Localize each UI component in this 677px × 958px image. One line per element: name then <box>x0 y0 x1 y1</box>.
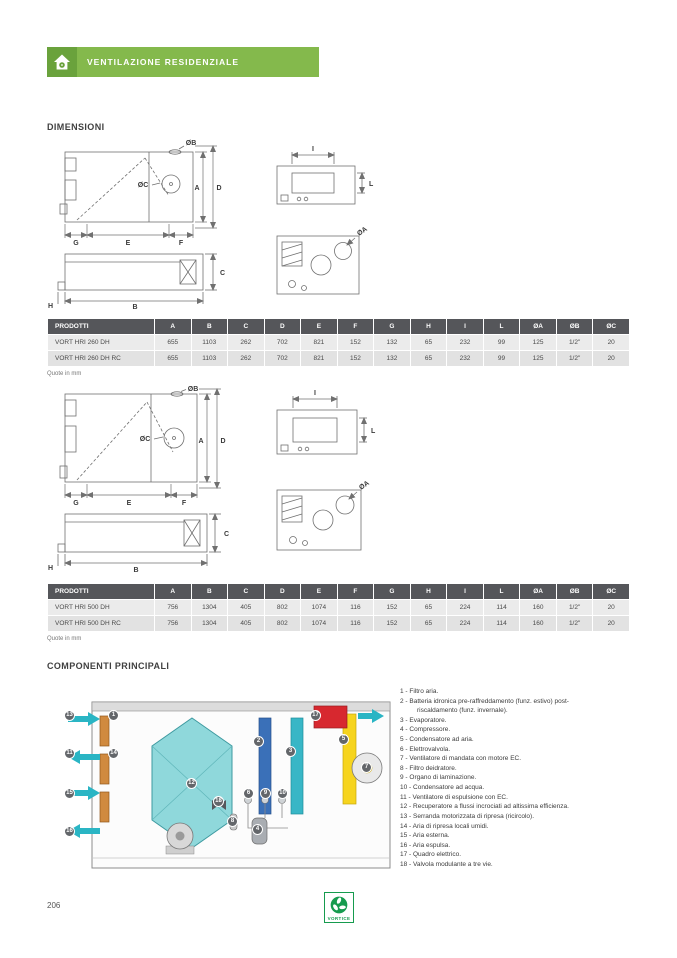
dimension-value: 152 <box>374 616 410 631</box>
dim-label-a: A <box>198 438 204 445</box>
dimension-value: 20 <box>593 351 629 366</box>
dimension-value: 132 <box>374 351 410 366</box>
column-header: C <box>228 319 264 334</box>
column-header: L <box>484 319 520 334</box>
dim-label-l: L <box>369 181 374 188</box>
legend-item-15: 15 - Aria esterna. <box>400 832 450 840</box>
dim-label-oc: ØC <box>139 436 151 443</box>
dimension-value: 152 <box>374 600 410 615</box>
table-header-row <box>48 584 629 599</box>
legend-item-12: 12 - Recuperatore a flussi incrociati ad altissima efficienza. <box>400 803 569 811</box>
legend-item-18: 18 - Valvola modulante a tre vie. <box>400 860 493 868</box>
legend-item-1: 1 - Filtro aria. <box>400 688 439 695</box>
column-header: H <box>411 584 447 599</box>
dimension-value: 702 <box>265 335 301 350</box>
dimension-value: 114 <box>484 616 520 631</box>
components-legend <box>400 687 608 870</box>
component-badge-5: 5 <box>338 734 349 745</box>
legend-item-13: 13 - Serranda motorizzata di ripresa (ricircolo). <box>400 812 535 820</box>
component-badge-15: 15 <box>64 788 75 799</box>
legend-item-11: 11 - Ventilatore di espulsione con EC. <box>400 793 508 801</box>
back-view <box>277 236 359 294</box>
product-name: VORT HRI 500 DH RC <box>48 616 154 631</box>
dimension-value: 756 <box>155 600 191 615</box>
column-header: ØB <box>557 584 593 599</box>
dimension-value: 224 <box>447 616 483 631</box>
dimension-drawing-hri500 <box>47 386 630 583</box>
dimension-value: 116 <box>338 600 374 615</box>
dimension-value: 232 <box>447 335 483 350</box>
legend-item-7: 7 - Ventilatore di mandata con motore EC. <box>400 755 522 763</box>
dimension-value: 802 <box>265 600 301 615</box>
column-header: G <box>374 319 410 334</box>
component-badge-10: 10 <box>277 788 288 799</box>
dimension-value: 1074 <box>301 600 337 615</box>
dim-label-c: C <box>220 270 226 277</box>
dim-label-ob: ØB <box>185 140 197 147</box>
dimension-value: 262 <box>228 351 264 366</box>
column-header: I <box>447 319 483 334</box>
dimension-value: 160 <box>520 616 556 631</box>
column-header: F <box>338 584 374 599</box>
legend-item-10: 10 - Condensatore ad acqua. <box>400 784 485 792</box>
dimension-value: 405 <box>228 616 264 631</box>
component-badge-4: 4 <box>252 824 263 835</box>
column-header: H <box>411 319 447 334</box>
column-header: L <box>484 584 520 599</box>
components-schematic-svg <box>62 698 394 876</box>
dimension-value: 1/2" <box>557 351 593 366</box>
dimension-value: 125 <box>520 351 556 366</box>
dim-label-e: E <box>125 240 131 247</box>
dimension-value: 224 <box>447 600 483 615</box>
component-badge-17: 17 <box>310 710 321 721</box>
exhaust-fan <box>166 823 194 854</box>
dim-label-oc: ØC <box>137 182 149 189</box>
legend-item-4: 4 - Compressore. <box>400 726 451 734</box>
side-view <box>277 152 365 204</box>
column-header: ØC <box>593 319 629 334</box>
dim-label-f: F <box>181 500 187 507</box>
dimensions-table-hri500 <box>47 583 630 632</box>
dim-label-e: E <box>126 500 132 507</box>
product-name: VORT HRI 260 DH RC <box>48 351 154 366</box>
legend-item-6: 6 - Elettrovalvola. <box>400 745 451 753</box>
component-badge-11: 11 <box>64 748 75 759</box>
legend-item-5: 5 - Condensatore ad aria. <box>400 736 474 744</box>
table-row <box>48 616 629 631</box>
dimension-value: 1103 <box>192 335 228 350</box>
dimension-value: 232 <box>447 351 483 366</box>
table-row <box>48 600 629 615</box>
dimension-value: 160 <box>520 600 556 615</box>
dim-label-a: A <box>194 185 200 192</box>
units-note-2: Quote in mm <box>47 636 82 642</box>
side-view <box>277 396 367 454</box>
legend-item-14: 14 - Aria di ripresa locali umidi. <box>400 822 489 830</box>
column-header: G <box>374 584 410 599</box>
table-header-row <box>48 319 629 334</box>
vortice-logo <box>324 892 354 923</box>
dimension-value: 20 <box>593 600 629 615</box>
component-badge-7: 7 <box>361 762 372 773</box>
table-row <box>48 335 629 350</box>
dimension-value: 65 <box>411 616 447 631</box>
column-header: A <box>155 319 191 334</box>
component-badge-9: 9 <box>260 788 271 799</box>
component-badge-12: 12 <box>186 778 197 789</box>
dimension-value: 116 <box>338 616 374 631</box>
column-header: D <box>265 319 301 334</box>
column-header-prodotti: PRODOTTI <box>48 584 154 599</box>
vortice-logo-text: VORTICE <box>327 916 351 921</box>
column-header: C <box>228 584 264 599</box>
dim-label-i: I <box>312 146 314 153</box>
dimension-value: 821 <box>301 351 337 366</box>
dimensions-table-hri260 <box>47 318 630 367</box>
component-badge-2: 2 <box>253 736 264 747</box>
units-note-1: Quote in mm <box>47 371 82 377</box>
column-header: ØB <box>557 319 593 334</box>
dim-label-d: D <box>220 438 226 445</box>
dimension-value: 152 <box>338 351 374 366</box>
legend-item-17: 17 - Quadro elettrico. <box>400 851 462 859</box>
dimension-value: 1304 <box>192 616 228 631</box>
top-view <box>58 254 217 304</box>
component-badge-8: 8 <box>227 816 238 827</box>
dimension-value: 802 <box>265 616 301 631</box>
column-header-prodotti: PRODOTTI <box>48 319 154 334</box>
dimension-value: 114 <box>484 600 520 615</box>
dim-label-l: L <box>371 428 376 435</box>
home-ventilation-icon <box>47 47 77 77</box>
evaporator-coil <box>291 718 303 814</box>
section-banner-title: VENTILAZIONE RESIDENZIALE <box>87 57 240 67</box>
table-row <box>48 351 629 366</box>
legend-item-3: 3 - Evaporatore. <box>400 716 447 724</box>
column-header: ØA <box>520 319 556 334</box>
dim-label-g: G <box>73 240 79 247</box>
dimension-value: 1074 <box>301 616 337 631</box>
dimension-value: 99 <box>484 335 520 350</box>
components-diagram <box>62 698 394 876</box>
component-badge-18: 18 <box>213 796 224 807</box>
column-header: ØA <box>520 584 556 599</box>
dim-label-oa: ØA <box>356 225 369 238</box>
front-view-dimension-lines <box>65 146 217 238</box>
dim-label-ob: ØB <box>187 386 199 393</box>
front-view <box>60 390 197 483</box>
column-header: B <box>192 584 228 599</box>
dimension-value: 262 <box>228 335 264 350</box>
dimension-value: 1103 <box>192 351 228 366</box>
column-header: E <box>301 584 337 599</box>
vortice-fan-icon <box>329 895 349 915</box>
column-header: F <box>338 319 374 334</box>
dimension-value: 132 <box>374 335 410 350</box>
dimension-value: 405 <box>228 600 264 615</box>
dimension-value: 1/2" <box>557 335 593 350</box>
legend-item-2: 2 - Batteria idronica pre-raffreddamento (funz. estivo) post-riscaldamento (funz. invernale). <box>400 697 569 715</box>
dimension-value: 152 <box>338 335 374 350</box>
product-name: VORT HRI 500 DH <box>48 600 154 615</box>
component-badge-14: 14 <box>108 748 119 759</box>
dimension-value: 821 <box>301 335 337 350</box>
dim-label-f: F <box>178 240 184 247</box>
dimension-value: 1304 <box>192 600 228 615</box>
component-badge-6: 6 <box>243 788 254 799</box>
legend-item-9: 9 - Organo di laminazione. <box>400 774 477 782</box>
dim-label-b: B <box>132 304 138 310</box>
dimension-value: 1/2" <box>557 616 593 631</box>
dimension-value: 655 <box>155 335 191 350</box>
column-header: B <box>192 319 228 334</box>
legend-item-16: 16 - Aria espulsa. <box>400 841 451 849</box>
dimension-value: 65 <box>411 600 447 615</box>
column-header: ØC <box>593 584 629 599</box>
dim-label-i: I <box>314 390 316 397</box>
dimension-value: 756 <box>155 616 191 631</box>
dimension-value: 99 <box>484 351 520 366</box>
column-header: D <box>265 584 301 599</box>
componenti-title: COMPONENTI PRINCIPALI <box>47 661 170 671</box>
dim-label-oa: ØA <box>358 479 371 492</box>
component-badge-3: 3 <box>285 746 296 757</box>
dimension-value: 125 <box>520 335 556 350</box>
front-view <box>60 146 193 222</box>
dimension-drawing-hri260 <box>47 138 630 315</box>
dim-label-d: D <box>216 185 222 192</box>
column-header: A <box>155 584 191 599</box>
dimension-value: 20 <box>593 616 629 631</box>
column-header: I <box>447 584 483 599</box>
component-badge-16: 16 <box>64 826 75 837</box>
top-view <box>58 514 221 566</box>
dimension-value: 655 <box>155 351 191 366</box>
dimension-value: 1/2" <box>557 600 593 615</box>
air-filters <box>100 716 109 822</box>
page-number: 206 <box>47 901 61 910</box>
component-badge-13: 13 <box>64 710 75 721</box>
dimensioni-title: DIMENSIONI <box>47 122 105 132</box>
dim-label-h: H <box>48 565 54 572</box>
dim-label-b: B <box>133 567 139 574</box>
column-header: E <box>301 319 337 334</box>
component-badge-1: 1 <box>108 710 119 721</box>
dimension-value: 65 <box>411 335 447 350</box>
dimension-value: 20 <box>593 335 629 350</box>
dimension-value: 702 <box>265 351 301 366</box>
dim-label-g: G <box>73 500 79 507</box>
back-view <box>277 490 361 550</box>
section-banner <box>47 47 319 77</box>
dim-label-h: H <box>48 303 54 310</box>
dimension-value: 65 <box>411 351 447 366</box>
product-name: VORT HRI 260 DH <box>48 335 154 350</box>
dim-label-c: C <box>224 531 230 538</box>
legend-item-8: 8 - Filtro deidratore. <box>400 764 457 772</box>
